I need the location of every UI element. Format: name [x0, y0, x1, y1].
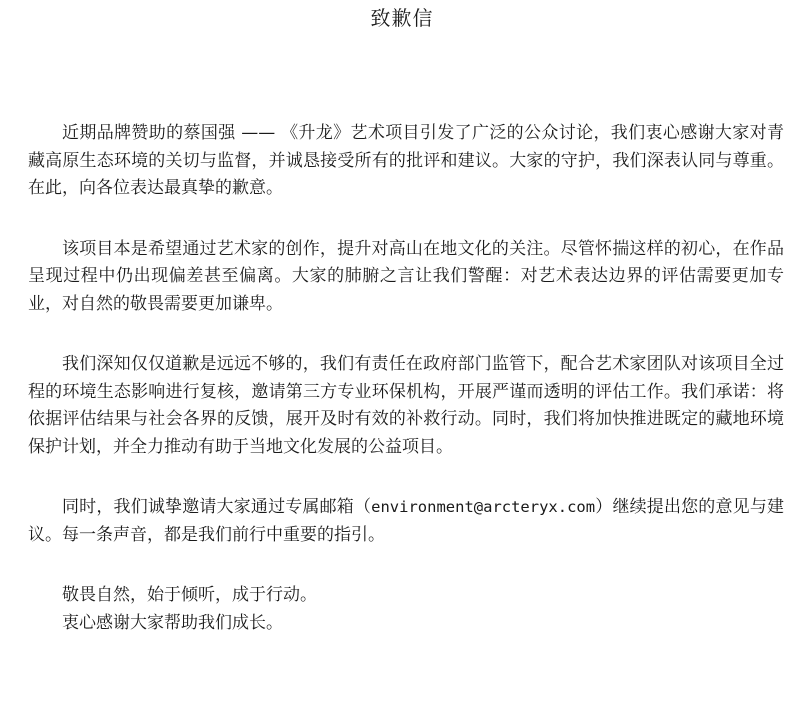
letter-title: 致歉信 — [370, 6, 434, 30]
paragraph-contact — [28, 494, 784, 549]
paragraph-3: 我们深知仅仅道歉是远远不够的，我们有责任在政府部门监管下，配合艺术家团队对该项目全过程的环境生态影响进行复核，邀请第三方专业环保机构，开展严谨而透明的评估工作。我们承诺：将依据评估结果与社会各界的反馈，展开及时有效的补救行动。同时，我们将加快推进既定的藏地环境保护计划，并全力推动有助于当地文化发展的公益项目。 — [28, 354, 784, 457]
closing-line-2: 衷心感谢大家帮助我们成长。 — [62, 612, 283, 633]
paragraph-2: 该项目本是希望通过艺术家的创作，提升对高山在地文化的关注。尽管怀揣这样的初心，在作品呈现过程中仍出现偏差甚至偏离。大家的肺腑之言让我们警醒：对艺术表达边界的评估需要更加专业，对自然的敬畏需要更加谦卑。 — [28, 238, 784, 314]
letter-closing — [28, 582, 784, 637]
contact-text-after: ）继续提出您的意见与建议。每一条声音，都是我们前行中重要的指引。 — [28, 497, 785, 545]
contact-text-before: 同时，我们诚挚邀请大家通过专属邮箱（ — [62, 497, 372, 517]
letter-body — [28, 120, 784, 637]
closing-line-1: 敬畏自然，始于倾听，成于行动。 — [62, 585, 317, 605]
paragraph-1: 近期品牌赞助的蔡国强 —— 《升龙》艺术项目引发了广泛的公众讨论，我们衷心感谢大家对青藏高原生态环境的关切与监督，并诚恳接受所有的批评和建议。大家的守护，我们深表认同与尊重。在此，向各位表达最真挚的歉意。 — [28, 123, 784, 198]
contact-email: environment@arcteryx.com — [371, 498, 596, 516]
